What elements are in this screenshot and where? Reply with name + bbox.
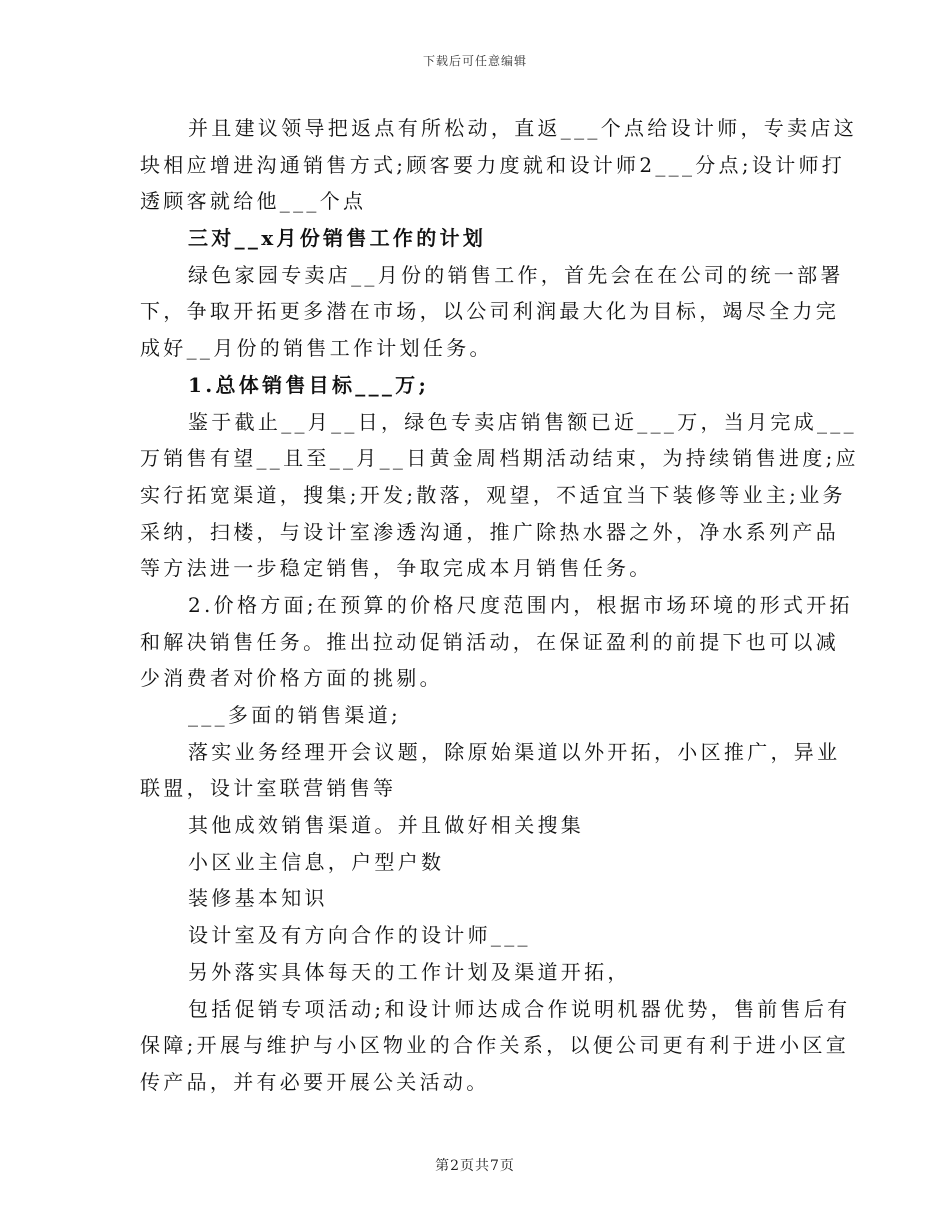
section-heading: 1.总体销售目标___万; — [188, 372, 430, 397]
paragraph-line: ___多面的销售渠道; — [188, 703, 402, 727]
section-heading: 三对__x月份销售工作的计划 — [188, 226, 487, 251]
paragraph-line: 实行拓宽渠道，搜集;开发;散落，观望，不适宜当下装修等业主;业务 — [140, 482, 846, 507]
paragraph-line: 绿色家园专卖店__月份的销售工作，首先会在在公司的统一部署 — [188, 262, 844, 287]
paragraph-line: 小区业主信息，户型户数 — [188, 849, 445, 874]
paragraph-line: 包括促销专项活动;和设计师达成合作说明机器优势，售前售后有 — [188, 996, 851, 1021]
paragraph-line: 下，争取开拓更多潜在市场，以公司利润最大化为目标，竭尽全力完 — [140, 299, 839, 324]
paragraph-line: 少消费者对价格方面的挑剔。 — [140, 666, 443, 691]
paragraph-line: 等方法进一步稳定销售，争取完成本月销售任务。 — [140, 556, 653, 581]
paragraph-line: 成好__月份的销售工作计划任务。 — [140, 336, 493, 361]
paragraph-line: 另外落实具体每天的工作计划及渠道开拓， — [188, 959, 631, 984]
paragraph-line: 落实业务经理开会议题，除原始渠道以外开拓，小区推广，异业 — [188, 739, 841, 764]
paragraph-line: 设计室及有方向合作的设计师___ — [188, 923, 531, 948]
page-header: 下载后可任意编辑 — [422, 54, 527, 68]
paragraph-line: 鉴于截止__月__日，绿色专卖店销售额已近___万，当月完成___ — [188, 409, 857, 434]
document-body — [140, 110, 859, 1101]
paragraph-line: 并且建议领导把返点有所松动，直返___个点给设计师，专卖店这 — [188, 116, 857, 140]
paragraph-line: 透顾客就给他___个点 — [140, 189, 367, 214]
paragraph-line: 块相应增进沟通销售方式;顾客要力度就和设计师2___分点;设计师打 — [140, 152, 846, 177]
page-number: 第2页共7页 — [435, 1158, 515, 1174]
paragraph-line: 2.价格方面;在预算的价格尺度范围内，根据市场环境的形式开拓 — [188, 592, 853, 617]
paragraph-line: 联盟，设计室联营销售等 — [140, 776, 397, 801]
paragraph-line: 万销售有望__且至__月__日黄金周档期活动结束，为持续销售进度;应 — [140, 446, 859, 471]
paragraph-line: 其他成效销售渠道。并且做好相关搜集 — [188, 813, 585, 838]
paragraph-line: 保障;开展与维护与小区物业的合作关系，以便公司更有利于进小区宣 — [140, 1033, 850, 1058]
paragraph-line: 和解决销售任务。推出拉动促销活动，在保证盈利的前提下也可以减 — [140, 629, 839, 654]
paragraph-line: 采纳，扫楼，与设计室渗透沟通，推广除热水器之外，净水系列产品 — [140, 519, 839, 544]
paragraph-line: 装修基本知识 — [188, 886, 328, 911]
paragraph-line: 传产品，并有必要开展公关活动。 — [140, 1069, 490, 1094]
